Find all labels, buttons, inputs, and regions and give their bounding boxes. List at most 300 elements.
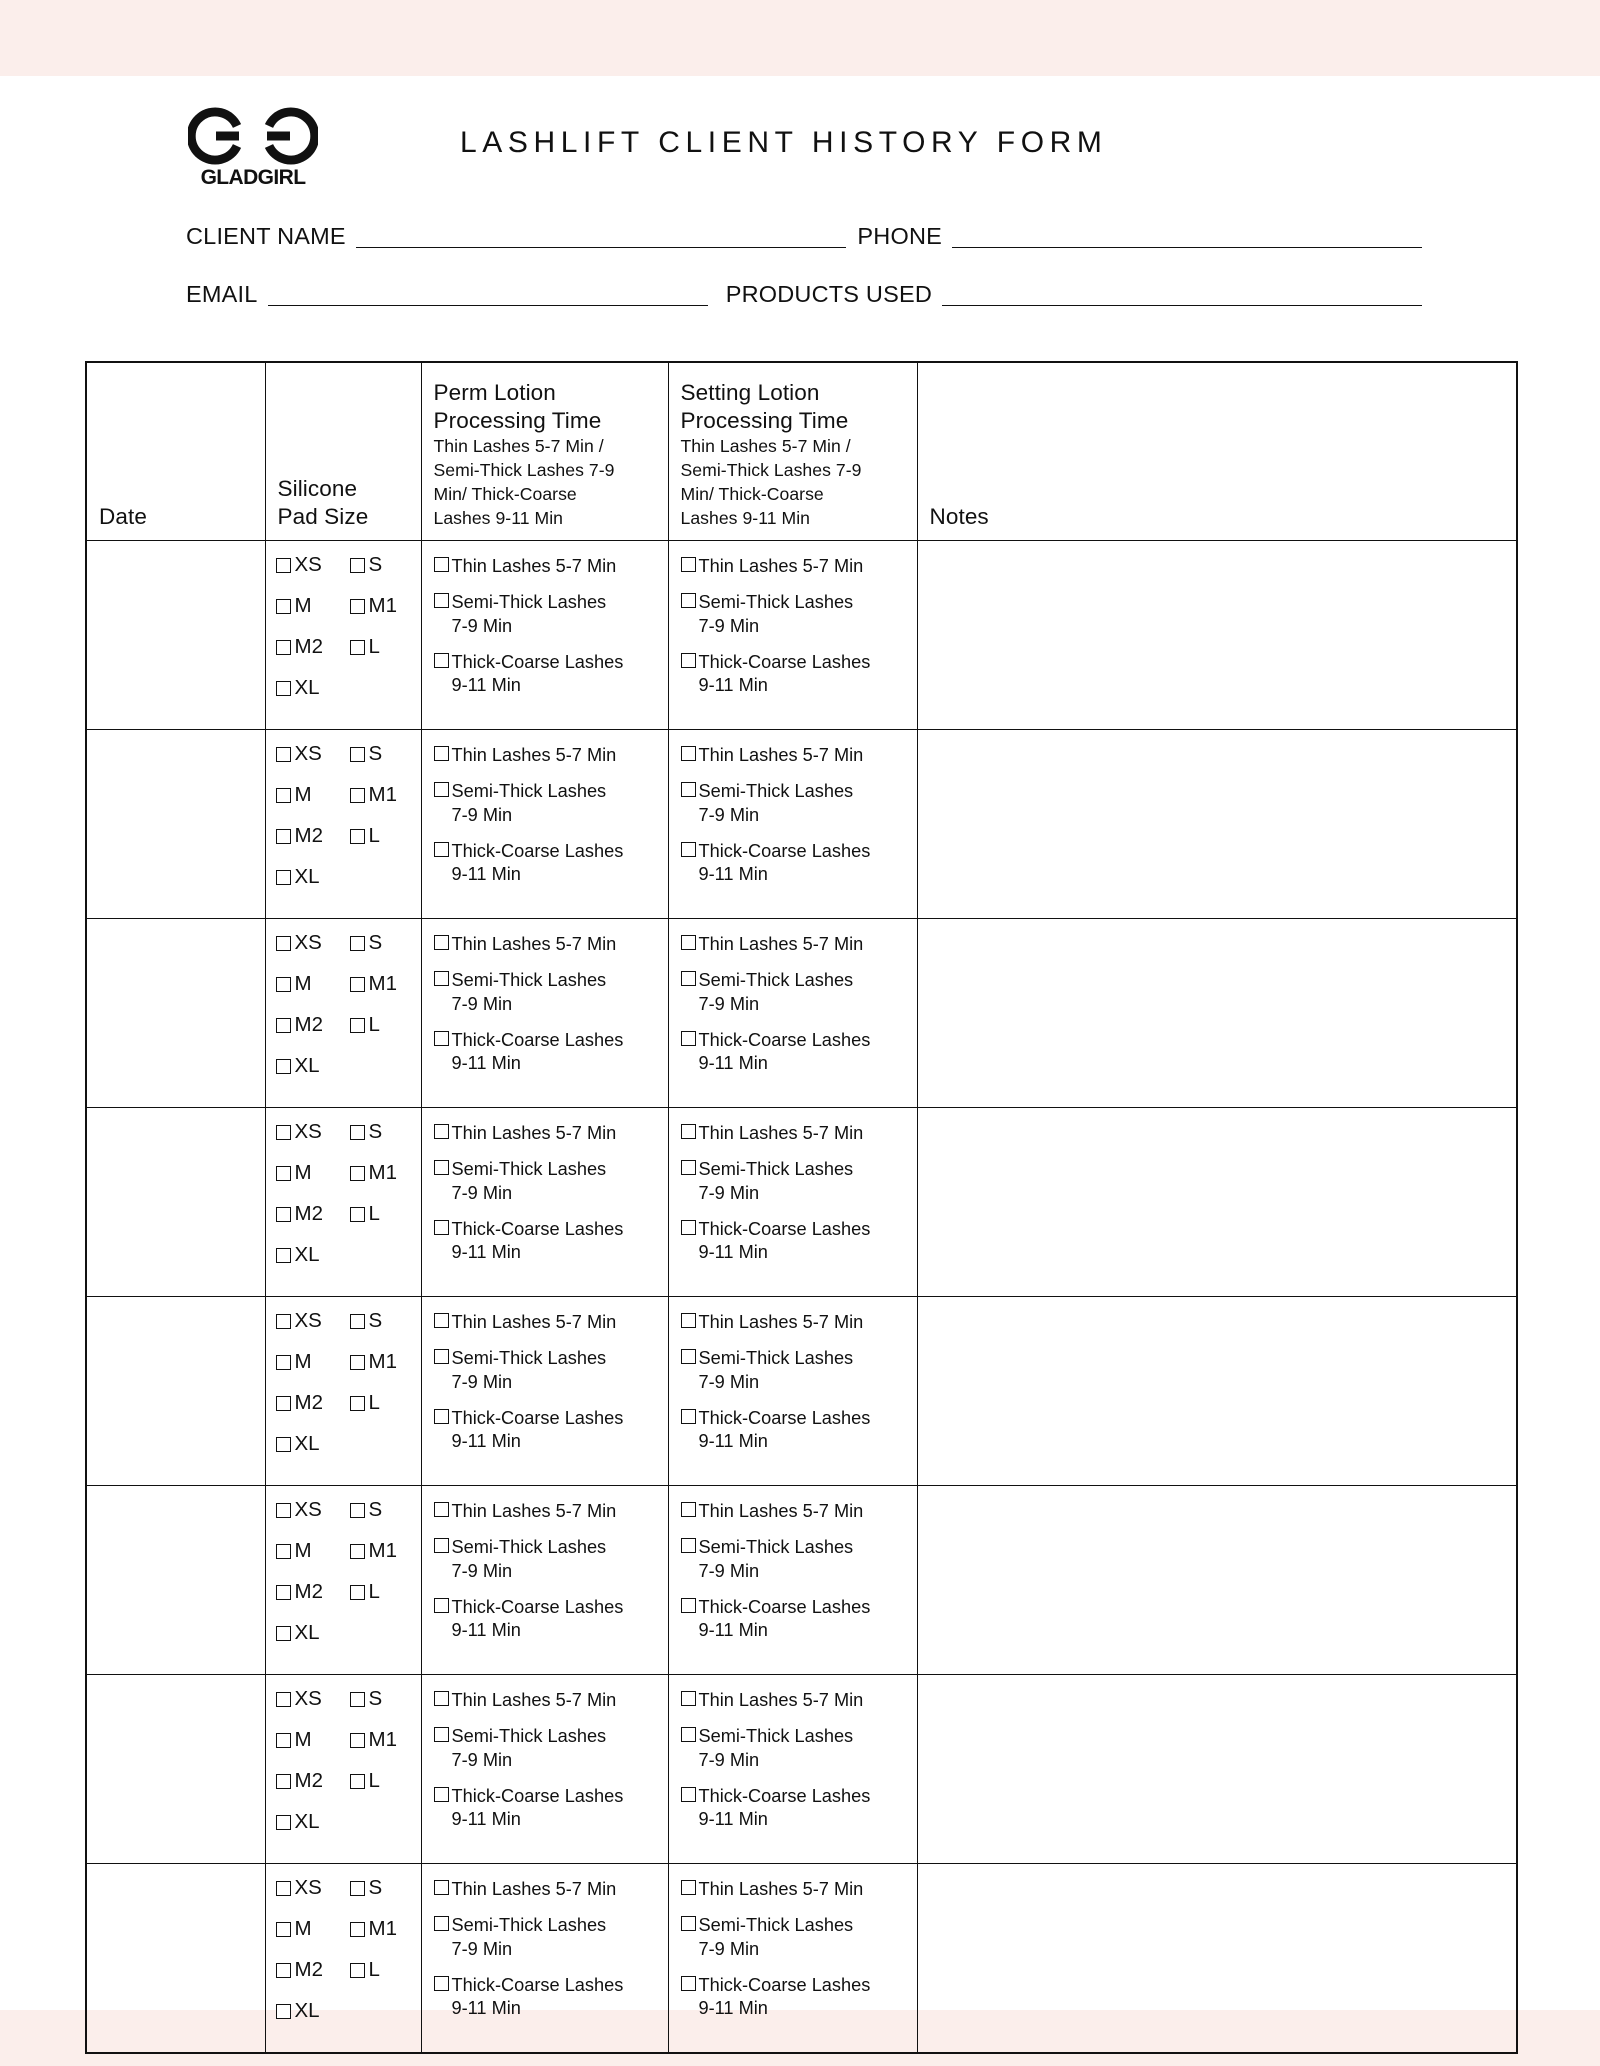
pad-size-option-m[interactable] bbox=[276, 1541, 350, 1562]
table-row bbox=[86, 541, 1517, 730]
checkbox-icon[interactable] bbox=[681, 842, 696, 857]
checkbox-icon[interactable] bbox=[681, 1538, 696, 1553]
setting-option-1[interactable] bbox=[681, 1158, 909, 1205]
pad-size-option-m[interactable] bbox=[276, 974, 350, 995]
checkbox-icon[interactable] bbox=[434, 1502, 449, 1517]
checkbox-icon[interactable] bbox=[350, 1774, 365, 1789]
pad-size-option-l[interactable] bbox=[350, 1960, 415, 1981]
perm-option-2[interactable] bbox=[434, 1974, 660, 2021]
notes-input[interactable] bbox=[918, 1675, 1517, 1703]
pad-size-option-m2[interactable] bbox=[276, 1960, 350, 1981]
setting-option-2[interactable] bbox=[681, 1785, 909, 1832]
pad-size-option-m2[interactable] bbox=[276, 637, 350, 658]
setting-option-0[interactable] bbox=[681, 744, 909, 767]
pad-size-label: M2 bbox=[294, 1958, 323, 1981]
perm-option-label: Semi-Thick Lashes 7-9 Min bbox=[451, 1915, 607, 1959]
checkbox-icon[interactable] bbox=[434, 1691, 449, 1706]
checkbox-icon[interactable] bbox=[350, 1503, 365, 1518]
checkbox-icon[interactable] bbox=[681, 1916, 696, 1931]
setting-option-label: Thick-Coarse Lashes 9-11 Min bbox=[698, 840, 871, 885]
cell-perm-lotion bbox=[421, 1297, 668, 1486]
checkbox-icon[interactable] bbox=[276, 1125, 291, 1140]
pad-size-option-m1[interactable] bbox=[350, 1730, 415, 1751]
table-row bbox=[86, 1675, 1517, 1864]
checkbox-icon[interactable] bbox=[434, 1787, 449, 1802]
pad-size-label: XL bbox=[294, 1432, 320, 1455]
pad-size-label: M1 bbox=[368, 783, 397, 806]
phone-input[interactable] bbox=[952, 247, 1422, 248]
checkbox-icon[interactable] bbox=[434, 842, 449, 857]
perm-option-2[interactable] bbox=[434, 1785, 660, 1832]
setting-option-0[interactable] bbox=[681, 1311, 909, 1334]
setting-option-0[interactable] bbox=[681, 1122, 909, 1145]
pad-size-label: M1 bbox=[368, 1917, 397, 1940]
pad-size-option-l[interactable] bbox=[350, 1204, 415, 1225]
pad-size-label: M2 bbox=[294, 635, 323, 658]
checkbox-icon[interactable] bbox=[350, 1692, 365, 1707]
pad-size-option-m1[interactable] bbox=[350, 1541, 415, 1562]
perm-option-1[interactable] bbox=[434, 1725, 660, 1772]
setting-option-label: Semi-Thick Lashes 7-9 Min bbox=[698, 592, 854, 636]
products-used-input[interactable] bbox=[942, 305, 1422, 306]
header-cell-pad-size bbox=[265, 362, 421, 541]
checkbox-icon[interactable] bbox=[681, 782, 696, 797]
checkbox-icon[interactable] bbox=[276, 788, 291, 803]
checkbox-icon[interactable] bbox=[276, 1248, 291, 1263]
pad-size-option-m[interactable] bbox=[276, 1163, 350, 1184]
pad-size-option-xs[interactable] bbox=[276, 1311, 350, 1332]
setting-option-2[interactable] bbox=[681, 651, 909, 698]
setting-option-2[interactable] bbox=[681, 1596, 909, 1643]
checkbox-icon[interactable] bbox=[276, 1774, 291, 1789]
header-perm-sub4: Lashes 9-11 Min bbox=[433, 508, 564, 529]
checkbox-icon[interactable] bbox=[350, 1922, 365, 1937]
date-input[interactable] bbox=[87, 1486, 265, 1514]
checkbox-icon[interactable] bbox=[276, 1018, 291, 1033]
perm-option-2[interactable] bbox=[434, 840, 660, 887]
checkbox-icon[interactable] bbox=[434, 1124, 449, 1139]
perm-option-1[interactable] bbox=[434, 780, 660, 827]
cell-date[interactable] bbox=[86, 1675, 265, 1864]
notes-input[interactable] bbox=[918, 1486, 1517, 1514]
cell-setting-lotion bbox=[668, 1108, 917, 1297]
checkbox-icon[interactable] bbox=[681, 1787, 696, 1802]
cell-date[interactable] bbox=[86, 1297, 265, 1486]
checkbox-icon[interactable] bbox=[276, 1314, 291, 1329]
checkbox-icon[interactable] bbox=[350, 1125, 365, 1140]
pad-size-option-m2[interactable] bbox=[276, 1015, 350, 1036]
checkbox-icon[interactable] bbox=[681, 1220, 696, 1235]
date-input[interactable] bbox=[87, 1108, 265, 1136]
checkbox-icon[interactable] bbox=[276, 977, 291, 992]
date-input[interactable] bbox=[87, 1675, 265, 1703]
checkbox-icon[interactable] bbox=[681, 1349, 696, 1364]
pad-size-option-xl[interactable] bbox=[276, 1623, 350, 1644]
setting-option-list bbox=[669, 1864, 917, 2030]
checkbox-icon[interactable] bbox=[350, 1396, 365, 1411]
perm-option-label: Semi-Thick Lashes 7-9 Min bbox=[451, 1537, 607, 1581]
perm-option-list bbox=[422, 1486, 668, 1652]
perm-option-0[interactable] bbox=[434, 555, 660, 578]
pad-size-option-s[interactable] bbox=[350, 1878, 415, 1899]
pad-size-option-s[interactable] bbox=[350, 933, 415, 954]
cell-date[interactable] bbox=[86, 730, 265, 919]
pad-size-option-xs[interactable] bbox=[276, 1500, 350, 1521]
perm-option-label: Thin Lashes 5-7 Min bbox=[451, 1690, 617, 1710]
checkbox-icon[interactable] bbox=[434, 1220, 449, 1235]
pad-size-option-s[interactable] bbox=[350, 1500, 415, 1521]
pad-size-option-m[interactable] bbox=[276, 1919, 350, 1940]
setting-option-list bbox=[669, 1297, 917, 1463]
checkbox-icon[interactable] bbox=[276, 599, 291, 614]
checkbox-icon[interactable] bbox=[276, 1585, 291, 1600]
checkbox-icon[interactable] bbox=[276, 1355, 291, 1370]
checkbox-icon[interactable] bbox=[434, 782, 449, 797]
checkbox-icon[interactable] bbox=[434, 1598, 449, 1613]
cell-notes[interactable] bbox=[917, 1297, 1517, 1486]
checkbox-icon[interactable] bbox=[350, 977, 365, 992]
cell-date[interactable] bbox=[86, 541, 265, 730]
checkbox-icon[interactable] bbox=[681, 557, 696, 572]
pad-size-label: M bbox=[294, 783, 312, 806]
cell-pad-size bbox=[265, 1297, 421, 1486]
pad-size-option-m[interactable] bbox=[276, 1730, 350, 1751]
checkbox-icon[interactable] bbox=[434, 1160, 449, 1175]
checkbox-icon[interactable] bbox=[681, 1124, 696, 1139]
perm-option-0[interactable] bbox=[434, 1122, 660, 1145]
checkbox-icon[interactable] bbox=[276, 1815, 291, 1830]
pad-size-option-m2[interactable] bbox=[276, 1771, 350, 1792]
pad-size-option-xl[interactable] bbox=[276, 1245, 350, 1266]
pad-size-option-l[interactable] bbox=[350, 637, 415, 658]
cell-notes[interactable] bbox=[917, 730, 1517, 919]
checkbox-icon[interactable] bbox=[276, 1544, 291, 1559]
setting-option-1[interactable] bbox=[681, 1347, 909, 1394]
cell-date[interactable] bbox=[86, 1108, 265, 1297]
checkbox-icon[interactable] bbox=[434, 557, 449, 572]
perm-option-label: Semi-Thick Lashes 7-9 Min bbox=[451, 970, 607, 1014]
setting-option-2[interactable] bbox=[681, 1029, 909, 1076]
pad-size-option-m[interactable] bbox=[276, 1352, 350, 1373]
checkbox-icon[interactable] bbox=[276, 681, 291, 696]
notes-input[interactable] bbox=[918, 1297, 1517, 1325]
double-g-monogram-icon bbox=[188, 104, 318, 168]
date-input[interactable] bbox=[87, 541, 265, 569]
pad-size-option-m2[interactable] bbox=[276, 1582, 350, 1603]
checkbox-icon[interactable] bbox=[350, 747, 365, 762]
setting-option-2[interactable] bbox=[681, 840, 909, 887]
checkbox-icon[interactable] bbox=[434, 593, 449, 608]
setting-option-2[interactable] bbox=[681, 1407, 909, 1454]
checkbox-icon[interactable] bbox=[681, 935, 696, 950]
cell-date[interactable] bbox=[86, 1486, 265, 1675]
checkbox-icon[interactable] bbox=[350, 1585, 365, 1600]
checkbox-icon[interactable] bbox=[276, 829, 291, 844]
checkbox-icon[interactable] bbox=[681, 1880, 696, 1895]
setting-option-0[interactable] bbox=[681, 1689, 909, 1712]
checkbox-icon[interactable] bbox=[434, 653, 449, 668]
pad-size-option-m1[interactable] bbox=[350, 1163, 415, 1184]
pad-size-grid bbox=[266, 1297, 421, 1485]
perm-option-2[interactable] bbox=[434, 1029, 660, 1076]
checkbox-icon[interactable] bbox=[434, 1880, 449, 1895]
checkbox-icon[interactable] bbox=[434, 1727, 449, 1742]
checkbox-icon[interactable] bbox=[434, 935, 449, 950]
date-input[interactable] bbox=[87, 1864, 265, 1892]
checkbox-icon[interactable] bbox=[276, 1922, 291, 1937]
notes-input[interactable] bbox=[918, 1108, 1517, 1136]
checkbox-icon[interactable] bbox=[276, 1881, 291, 1896]
checkbox-icon[interactable] bbox=[434, 746, 449, 761]
checkbox-icon[interactable] bbox=[681, 1727, 696, 1742]
pad-size-option-xs[interactable] bbox=[276, 555, 350, 576]
checkbox-icon[interactable] bbox=[681, 1691, 696, 1706]
checkbox-icon[interactable] bbox=[276, 1503, 291, 1518]
checkbox-icon[interactable] bbox=[350, 1544, 365, 1559]
pad-size-option-xs[interactable] bbox=[276, 744, 350, 765]
checkbox-icon[interactable] bbox=[276, 870, 291, 885]
pad-size-label: M2 bbox=[294, 1769, 323, 1792]
perm-option-1[interactable] bbox=[434, 1158, 660, 1205]
checkbox-icon[interactable] bbox=[350, 788, 365, 803]
checkbox-icon[interactable] bbox=[434, 1349, 449, 1364]
checkbox-icon[interactable] bbox=[276, 558, 291, 573]
perm-option-0[interactable] bbox=[434, 744, 660, 767]
checkbox-icon[interactable] bbox=[276, 1396, 291, 1411]
pad-size-option-m1[interactable] bbox=[350, 1919, 415, 1940]
pad-size-option-m1[interactable] bbox=[350, 596, 415, 617]
perm-option-2[interactable] bbox=[434, 1407, 660, 1454]
pad-size-option-l[interactable] bbox=[350, 826, 415, 847]
date-input[interactable] bbox=[87, 1297, 265, 1325]
checkbox-icon[interactable] bbox=[276, 640, 291, 655]
checkbox-icon[interactable] bbox=[681, 1976, 696, 1991]
date-input[interactable] bbox=[87, 919, 265, 947]
brand-logo bbox=[188, 104, 318, 196]
checkbox-icon[interactable] bbox=[434, 1313, 449, 1328]
setting-option-1[interactable] bbox=[681, 1725, 909, 1772]
checkbox-icon[interactable] bbox=[434, 1031, 449, 1046]
perm-option-0[interactable] bbox=[434, 1878, 660, 1901]
pad-size-grid bbox=[266, 730, 421, 918]
cell-perm-lotion bbox=[421, 1675, 668, 1864]
checkbox-icon[interactable] bbox=[681, 1409, 696, 1424]
pad-size-option-s[interactable] bbox=[350, 1122, 415, 1143]
checkbox-icon[interactable] bbox=[681, 593, 696, 608]
pad-size-option-l[interactable] bbox=[350, 1015, 415, 1036]
checkbox-icon[interactable] bbox=[681, 1598, 696, 1613]
checkbox-icon[interactable] bbox=[681, 1160, 696, 1175]
perm-option-1[interactable] bbox=[434, 969, 660, 1016]
pad-size-label: XL bbox=[294, 1999, 320, 2022]
cell-notes[interactable] bbox=[917, 919, 1517, 1108]
setting-option-1[interactable] bbox=[681, 1536, 909, 1583]
setting-option-label: Thin Lashes 5-7 Min bbox=[698, 1312, 864, 1332]
pad-size-option-xl[interactable] bbox=[276, 1812, 350, 1833]
cell-pad-size bbox=[265, 730, 421, 919]
pad-size-option-l[interactable] bbox=[350, 1771, 415, 1792]
pad-size-option-s[interactable] bbox=[350, 1311, 415, 1332]
client-history-table bbox=[85, 361, 1518, 2054]
notes-input[interactable] bbox=[918, 541, 1517, 569]
pad-size-option-xl[interactable] bbox=[276, 1056, 350, 1077]
checkbox-icon[interactable] bbox=[434, 1409, 449, 1424]
checkbox-icon[interactable] bbox=[350, 1881, 365, 1896]
pad-size-option-l[interactable] bbox=[350, 1393, 415, 1414]
checkbox-icon[interactable] bbox=[276, 1437, 291, 1452]
pad-size-label: M2 bbox=[294, 1580, 323, 1603]
cell-setting-lotion bbox=[668, 730, 917, 919]
pad-size-option-m1[interactable] bbox=[350, 1352, 415, 1373]
setting-option-label: Thin Lashes 5-7 Min bbox=[698, 1501, 864, 1521]
checkbox-icon[interactable] bbox=[276, 1166, 291, 1181]
perm-option-list bbox=[422, 1675, 668, 1841]
checkbox-icon[interactable] bbox=[350, 599, 365, 614]
checkbox-icon[interactable] bbox=[276, 1963, 291, 1978]
date-input[interactable] bbox=[87, 730, 265, 758]
setting-option-1[interactable] bbox=[681, 969, 909, 1016]
cell-date[interactable] bbox=[86, 1864, 265, 2054]
checkbox-icon[interactable] bbox=[276, 1692, 291, 1707]
checkbox-icon[interactable] bbox=[681, 971, 696, 986]
pad-size-option-xl[interactable] bbox=[276, 1434, 350, 1455]
setting-option-1[interactable] bbox=[681, 780, 909, 827]
pad-size-option-xs[interactable] bbox=[276, 933, 350, 954]
checkbox-icon[interactable] bbox=[434, 1976, 449, 1991]
checkbox-icon[interactable] bbox=[276, 1733, 291, 1748]
pad-size-option-m[interactable] bbox=[276, 596, 350, 617]
cell-notes[interactable] bbox=[917, 1864, 1517, 2054]
cell-setting-lotion bbox=[668, 1486, 917, 1675]
checkbox-icon[interactable] bbox=[434, 971, 449, 986]
pad-size-label: M2 bbox=[294, 1202, 323, 1225]
cell-pad-size bbox=[265, 1864, 421, 2054]
checkbox-icon[interactable] bbox=[276, 936, 291, 951]
perm-option-label: Thick-Coarse Lashes 9-11 Min bbox=[451, 1029, 624, 1074]
setting-option-0[interactable] bbox=[681, 1500, 909, 1523]
perm-option-2[interactable] bbox=[434, 1218, 660, 1265]
cell-notes[interactable] bbox=[917, 1108, 1517, 1297]
pad-size-option-m2[interactable] bbox=[276, 1393, 350, 1414]
pad-size-option-m[interactable] bbox=[276, 785, 350, 806]
header-setting-sub4: Lashes 9-11 Min bbox=[680, 508, 811, 529]
field-row-1 bbox=[0, 196, 1600, 254]
pad-size-option-m2[interactable] bbox=[276, 826, 350, 847]
perm-option-2[interactable] bbox=[434, 1596, 660, 1643]
pad-size-option-s[interactable] bbox=[350, 744, 415, 765]
header-perm-sub2: Semi-Thick Lashes 7-9 bbox=[433, 460, 615, 481]
checkbox-icon[interactable] bbox=[276, 747, 291, 762]
checkbox-icon[interactable] bbox=[434, 1538, 449, 1553]
checkbox-icon[interactable] bbox=[681, 1313, 696, 1328]
perm-option-0[interactable] bbox=[434, 1311, 660, 1334]
setting-option-label: Thick-Coarse Lashes 9-11 Min bbox=[698, 1596, 871, 1641]
setting-option-label: Thick-Coarse Lashes 9-11 Min bbox=[698, 1974, 871, 2019]
checkbox-icon[interactable] bbox=[350, 1963, 365, 1978]
pad-size-label: M1 bbox=[368, 1728, 397, 1751]
checkbox-icon[interactable] bbox=[350, 640, 365, 655]
setting-option-2[interactable] bbox=[681, 1218, 909, 1265]
checkbox-icon[interactable] bbox=[681, 1031, 696, 1046]
perm-option-2[interactable] bbox=[434, 651, 660, 698]
field-row-2 bbox=[0, 254, 1600, 312]
notes-input[interactable] bbox=[918, 1864, 1517, 1892]
checkbox-icon[interactable] bbox=[276, 1207, 291, 1222]
checkbox-icon[interactable] bbox=[350, 829, 365, 844]
checkbox-icon[interactable] bbox=[350, 1018, 365, 1033]
perm-option-1[interactable] bbox=[434, 1536, 660, 1583]
pad-size-label: XL bbox=[294, 676, 320, 699]
pad-size-option-xs[interactable] bbox=[276, 1878, 350, 1899]
checkbox-icon[interactable] bbox=[350, 1166, 365, 1181]
pad-size-option-m1[interactable] bbox=[350, 974, 415, 995]
pad-size-option-s[interactable] bbox=[350, 1689, 415, 1710]
pad-size-label: XL bbox=[294, 865, 320, 888]
checkbox-icon[interactable] bbox=[434, 1916, 449, 1931]
setting-option-label: Thick-Coarse Lashes 9-11 Min bbox=[698, 651, 871, 696]
setting-option-1[interactable] bbox=[681, 591, 909, 638]
pad-size-option-xl[interactable] bbox=[276, 678, 350, 699]
perm-option-1[interactable] bbox=[434, 1347, 660, 1394]
cell-date[interactable] bbox=[86, 919, 265, 1108]
cell-notes[interactable] bbox=[917, 1486, 1517, 1675]
setting-option-0[interactable] bbox=[681, 1878, 909, 1901]
pad-size-option-xl[interactable] bbox=[276, 867, 350, 888]
pad-size-label: M bbox=[294, 1539, 312, 1562]
pad-size-label: S bbox=[368, 1309, 383, 1332]
perm-option-0[interactable] bbox=[434, 1689, 660, 1712]
checkbox-icon[interactable] bbox=[350, 1355, 365, 1370]
perm-option-1[interactable] bbox=[434, 1914, 660, 1961]
perm-option-0[interactable] bbox=[434, 933, 660, 956]
perm-option-label: Thick-Coarse Lashes 9-11 Min bbox=[451, 1596, 624, 1641]
checkbox-icon[interactable] bbox=[276, 2004, 291, 2019]
setting-option-1[interactable] bbox=[681, 1914, 909, 1961]
pad-size-option-xs[interactable] bbox=[276, 1122, 350, 1143]
checkbox-icon[interactable] bbox=[350, 1314, 365, 1329]
setting-option-0[interactable] bbox=[681, 933, 909, 956]
pad-size-option-s[interactable] bbox=[350, 555, 415, 576]
checkbox-icon[interactable] bbox=[681, 1502, 696, 1517]
pad-size-option-m1[interactable] bbox=[350, 785, 415, 806]
pad-size-option-m2[interactable] bbox=[276, 1204, 350, 1225]
checkbox-icon[interactable] bbox=[276, 1059, 291, 1074]
checkbox-icon[interactable] bbox=[350, 936, 365, 951]
cell-notes[interactable] bbox=[917, 541, 1517, 730]
email-input[interactable] bbox=[268, 305, 708, 306]
checkbox-icon[interactable] bbox=[350, 1733, 365, 1748]
notes-input[interactable] bbox=[918, 730, 1517, 758]
checkbox-icon[interactable] bbox=[350, 1207, 365, 1222]
setting-option-2[interactable] bbox=[681, 1974, 909, 2021]
checkbox-icon[interactable] bbox=[350, 558, 365, 573]
client-name-input[interactable] bbox=[356, 247, 846, 248]
pad-size-label: XL bbox=[294, 1054, 320, 1077]
checkbox-icon[interactable] bbox=[681, 746, 696, 761]
cell-notes[interactable] bbox=[917, 1675, 1517, 1864]
setting-option-label: Thick-Coarse Lashes 9-11 Min bbox=[698, 1407, 871, 1452]
checkbox-icon[interactable] bbox=[276, 1626, 291, 1641]
perm-option-0[interactable] bbox=[434, 1500, 660, 1523]
setting-option-0[interactable] bbox=[681, 555, 909, 578]
form-page bbox=[0, 76, 1600, 2022]
pad-size-option-xs[interactable] bbox=[276, 1689, 350, 1710]
perm-option-1[interactable] bbox=[434, 591, 660, 638]
pad-size-option-l[interactable] bbox=[350, 1582, 415, 1603]
notes-input[interactable] bbox=[918, 919, 1517, 947]
checkbox-icon[interactable] bbox=[681, 653, 696, 668]
pad-size-option-xl[interactable] bbox=[276, 2001, 350, 2022]
